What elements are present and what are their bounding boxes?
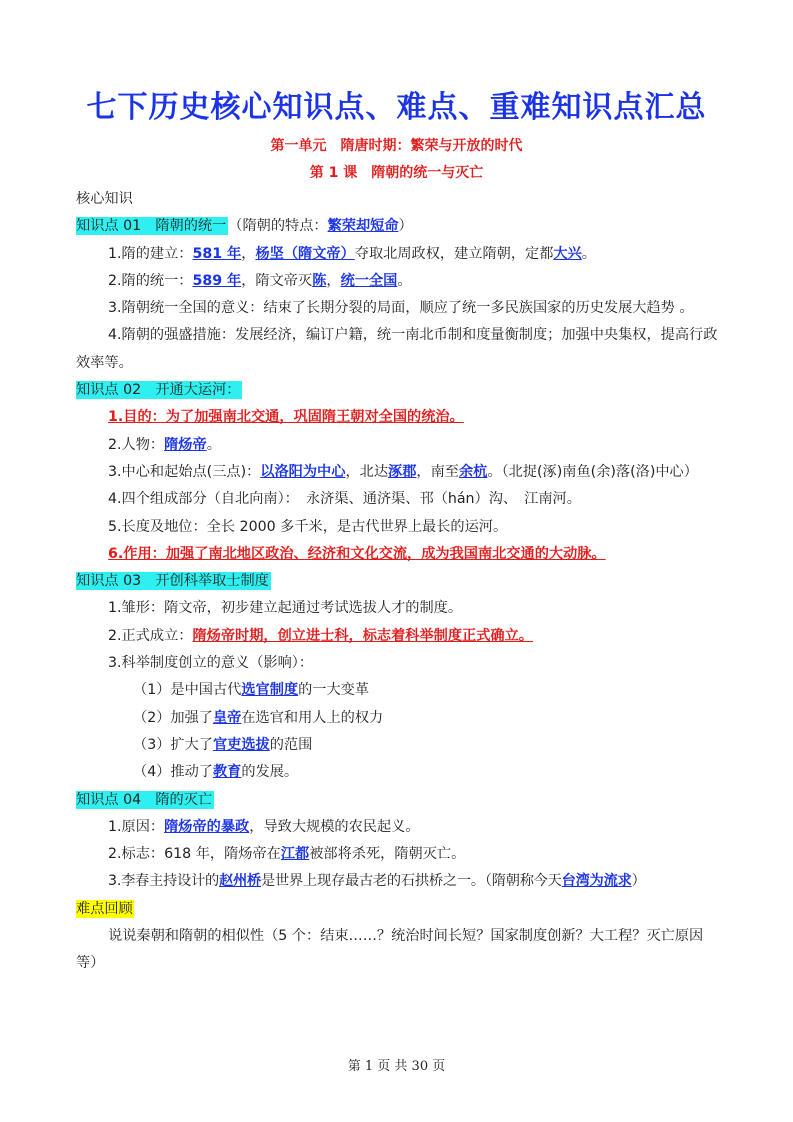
kp2-line-1 [76,404,720,431]
page-title: 七下历史核心知识点、难点、重难知识点汇总 [86,90,707,125]
text: 被部将杀死，隋朝灭亡。 [309,846,466,863]
text: （2）加强了 [133,709,213,726]
kp1-note-post: ） [398,218,413,235]
kp1-note-key: 繁荣却短命 [327,218,399,235]
keyword: 隋炀帝的暴政 [164,818,250,835]
text: 的发展。 [241,764,299,781]
kp1-line-1 [76,241,720,268]
keyword: 台湾为流求 [561,873,632,890]
kp2-line-6 [76,541,720,568]
keyword-red: 隋炀帝时期，创立进士科，标志着科举制度正式确立。 [192,627,533,644]
section-label: 核心知识 [76,191,133,207]
text: 1.原因： [108,818,165,835]
kp3-heading [76,568,720,595]
text: （4）推动了 [133,764,213,781]
text: 的一大变革 [298,682,370,699]
keyword: 余杭 [458,463,488,480]
text: 。 [206,436,221,453]
text: ，北达 [345,463,389,480]
kp3-line-2 [76,623,720,650]
text: 3.李春主持设计的 [108,873,220,890]
kp3-sub-1 [76,677,720,704]
text: 2.人物： [108,436,165,453]
difficulty-heading [76,896,720,923]
kp2-line-2 [76,432,720,459]
keyword: 选官制度 [241,682,299,699]
kp4-line-2 [76,841,720,868]
lesson-heading: 第 1 课 隋朝的统一与灭亡 [309,165,484,181]
kp2-label: 知识点 02 开通大运河： [76,382,241,399]
kp1-line-4: 4.隋朝的强盛措施：发展经济，编订户籍，统一南北币制和度量衡制度；加强中央集权，提高行政效率等。 [76,327,718,371]
text: （1）是中国古代 [133,682,242,699]
text: 2.标志：618 年，隋炀帝在 [108,846,281,863]
kp1-note-pre: （隋朝的特点： [228,218,328,235]
text: ） [631,873,646,890]
text: ，导致大规模的农民起义。 [249,818,420,835]
unit-heading: 第一单元 隋唐时期：繁荣与开放的时代 [270,138,523,154]
kp1-line-3: 3.隋朝统一全国的意义：结束了长期分裂的局面，顺应了统一多民族国家的历史发展大趋势 。 [108,300,694,317]
text: 2.隋的统一： [108,272,193,289]
text: 的范围 [269,736,313,753]
kp2-line-4: 4.四个组成部分（自北向南）： 永济渠、通济渠、邗（hán）沟、 江南河。 [108,491,581,508]
text: （3）扩大了 [133,736,213,753]
kp2-line-5: 5.长度及地位：全长 2000 多千米，是古代世界上最长的运河。 [108,518,508,535]
difficulty-text: 说说秦朝和隋朝的相似性（5 个：结束……？统治时间长短？国家制度创新？大工程？灭亡原因等） [76,928,704,972]
keyword: 皇帝 [212,709,242,726]
kp3-label: 知识点 03 开创科举取士制度 [76,573,269,590]
text: 1.隋的建立： [108,245,193,262]
keyword: 江都 [280,846,310,863]
kp1-heading [76,213,720,240]
kp3-sub-4 [76,759,720,786]
keyword: 杨坚（隋文帝） [255,245,355,262]
page-footer: 第 1 页 共 30 页 [347,1059,446,1074]
keyword: 涿郡 [388,463,417,480]
keyword: 隋炀帝 [164,436,207,453]
keyword: 以洛阳为中心 [260,463,346,480]
text: 在选官和用人上的权力 [241,709,384,726]
keyword: 官吏选拔 [212,736,270,753]
kp3-sub-3 [76,732,720,759]
text: ，南至 [416,463,459,480]
keyword: 教育 [212,764,242,781]
kp3-line-1: 1.雏形：隋文帝，初步建立起通过考试选拔人才的制度。 [108,600,463,617]
keyword: 统一全国 [340,272,398,289]
difficulty-label: 难点回顾 [76,900,133,917]
text: 夺取北周政权，建立隋朝，定都 [354,245,554,262]
content-body [76,186,720,978]
text: 3.中心和起始点(三点)： [108,463,261,480]
text: 。 [581,245,596,262]
text: ，隋文帝灭 [241,272,313,289]
keyword: 大兴 [553,245,582,262]
keyword-red: 6.作用：加强了南北地区政治、经济和文化交流，成为我国南北交通的大动脉。 [108,545,606,562]
keyword-red: 1.目的：为了加强南北交通，巩固隋王朝对全国的统治。 [108,409,464,426]
text: ， [241,245,256,262]
kp1-label: 知识点 01 隋朝的统一 [76,218,227,235]
text: 。 [397,272,412,289]
keyword: 陈 [312,272,327,289]
kp4-label: 知识点 04 隋的灭亡 [76,791,213,808]
text: 是世界上现存最古老的石拱桥之一。（隋朝称今天 [261,873,562,890]
kp2-line-3 [76,459,720,486]
keyword: 589 年 [192,272,242,289]
kp2-heading [76,377,720,404]
kp4-line-3 [76,868,720,895]
kp1-line-2 [76,268,720,295]
keyword: 581 年 [192,245,242,262]
kp3-line-3: 3.科举制度创立的意义（影响）： [108,655,314,672]
text: 。（北捉(涿)南鱼(余)落(洛)中心） [487,463,698,480]
kp4-heading [76,787,720,814]
text: ， [326,272,341,289]
kp4-line-1 [76,814,720,841]
text: 2.正式成立： [108,627,193,644]
kp3-sub-2 [76,705,720,732]
keyword: 赵州桥 [219,873,262,890]
